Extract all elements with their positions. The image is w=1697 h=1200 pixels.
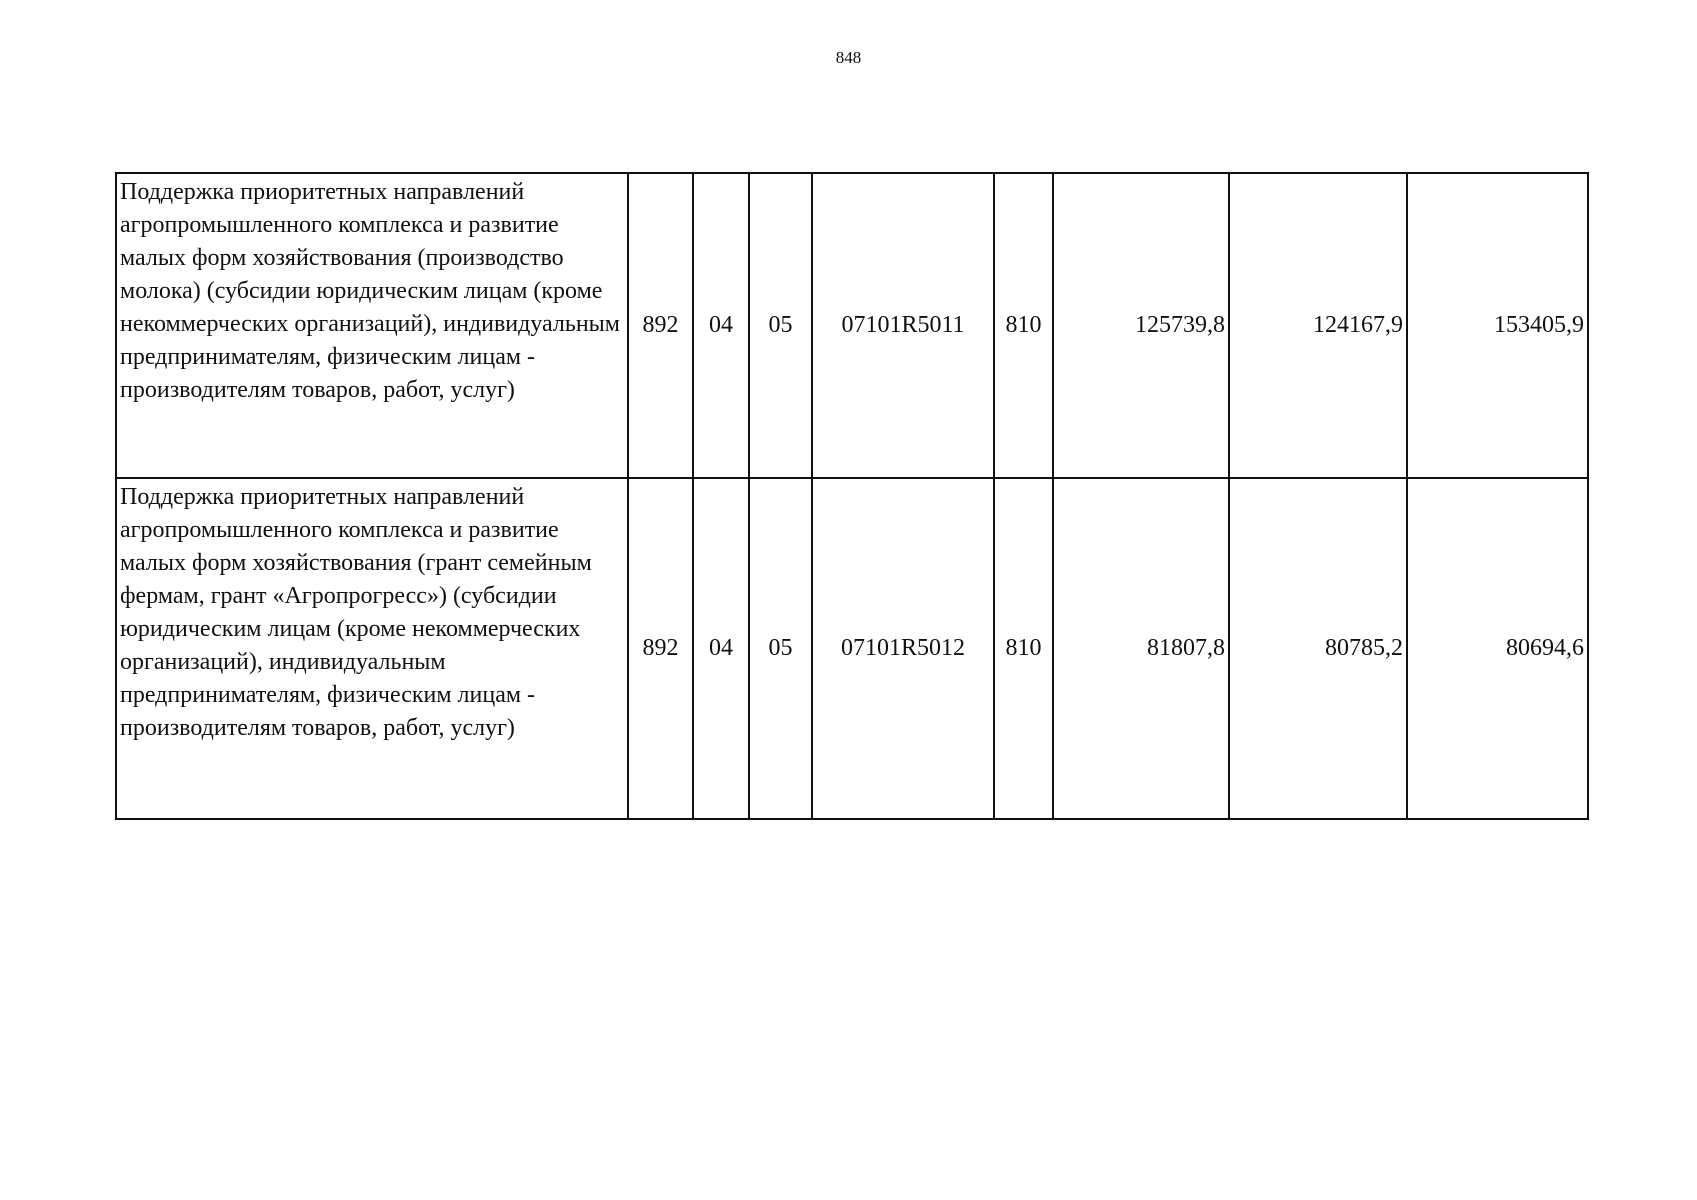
amount-2: 124167,9 [1229, 173, 1407, 478]
amount-3: 153405,9 [1407, 173, 1588, 478]
section-code: 04 [693, 478, 749, 819]
section-code: 04 [693, 173, 749, 478]
subsection-code: 05 [749, 478, 812, 819]
row-description: Поддержка приоритетных направлений агропромышленного комплекса и развитие малых форм хозяйствования (производство молока) (субсидии юридическим лицам (кроме некоммерческих организаций), индивидуальным предпринимателям, физическим лицам - производителям товаров, работ, услуг) [116, 173, 628, 478]
expense-type-code: 810 [994, 478, 1053, 819]
amount-1: 125739,8 [1053, 173, 1229, 478]
row-description: Поддержка приоритетных направлений агропромышленного комплекса и развитие малых форм хозяйствования (грант семейным фермам, грант «Агропрогресс») (субсидии юридическим лицам (кроме некоммерческих организаций), индивидуальным предпринимателям, физическим лицам - производителям товаров, работ, услуг) [116, 478, 628, 819]
amount-2: 80785,2 [1229, 478, 1407, 819]
target-article-code: 07101R5011 [812, 173, 994, 478]
table-row [116, 173, 1588, 478]
subsection-code: 05 [749, 173, 812, 478]
amount-3: 80694,6 [1407, 478, 1588, 819]
table-row [116, 478, 1588, 819]
amount-1: 81807,8 [1053, 478, 1229, 819]
ministry-code: 892 [628, 173, 693, 478]
budget-table [115, 172, 1589, 820]
expense-type-code: 810 [994, 173, 1053, 478]
ministry-code: 892 [628, 478, 693, 819]
page-number: 848 [835, 48, 862, 67]
target-article-code: 07101R5012 [812, 478, 994, 819]
